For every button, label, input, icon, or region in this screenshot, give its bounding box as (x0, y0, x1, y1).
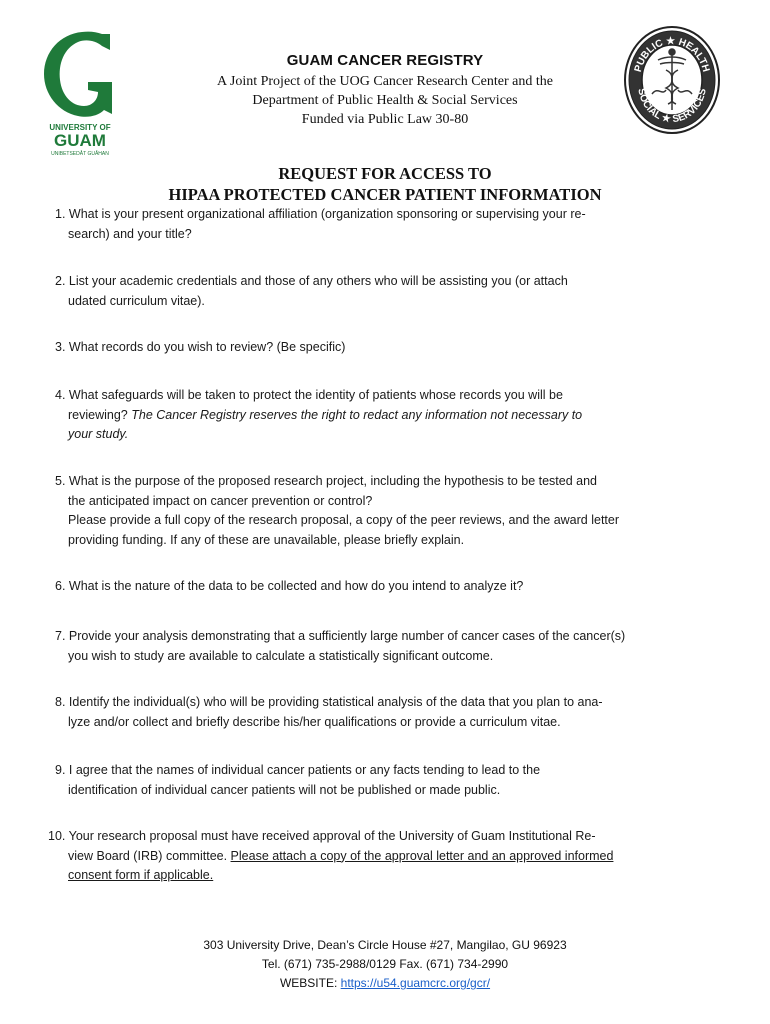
question-3 (55, 338, 685, 358)
question-6 (55, 577, 685, 597)
question-2-line-1: 2. List your academic credentials and those of any others who will be assisting you (or attach (55, 274, 568, 288)
question-9-line-1: 9. I agree that the names of individual cancer patients or any facts tending to lead to the (55, 763, 541, 777)
uog-g-wave (66, 74, 90, 78)
question-6-line-1: 6. What is the nature of the data to be collected and how do you intend to analyze it? (55, 579, 524, 593)
logo-text-university-of: UNIVERSITY OF (49, 123, 111, 132)
question-5-line-3: Please provide a full copy of the research proposal, a copy of the peer reviews, and the award letter (68, 513, 620, 527)
seal-text-top: PUBLIC ★ HEALTH (632, 35, 712, 74)
question-8-line-1: 8. Identify the individual(s) who will be providing statistical analysis of the data that you plan to ana- (55, 695, 603, 709)
question-2-line-2: udated curriculum vitae). (68, 293, 205, 308)
footer-website (100, 974, 670, 993)
seal-text-bottom: SOCIAL ★ SERVICES (635, 87, 709, 126)
website-link[interactable]: https://u54.guamcrc.org/gcr/ (340, 976, 491, 990)
footer-website-label: WEBSITE: (279, 976, 341, 990)
question-10-line-2-plain: view Board (IRB) committee. (68, 848, 231, 863)
header-line-3: Funded via Public Law 30-80 (301, 112, 469, 127)
question-10-line-3: consent form if applicable. (68, 868, 214, 882)
question-1-line-1: 1. What is your present organizational affiliation (organization sponsoring or supervising your re- (55, 207, 586, 221)
title-line-1: REQUEST FOR ACCESS TO (278, 164, 492, 183)
question-4-line-2-italic: The Cancer Registry reserves the right to redact any information not necessary to (131, 407, 583, 422)
question-7 (55, 627, 685, 666)
public-health-social-services-seal (622, 24, 722, 136)
footer-address: 303 University Drive, Dean’s Circle House #27, Mangilao, GU 96923 (203, 938, 567, 952)
question-10 (48, 827, 688, 886)
question-8 (55, 693, 685, 732)
question-5-line-4: providing funding. If any of these are unavailable, please briefly explain. (68, 532, 465, 547)
question-10-line-2 (48, 847, 688, 867)
header-block (150, 52, 620, 129)
question-7-line-2: you wish to study are available to calculate a statistically significant outcome. (68, 648, 494, 663)
question-2 (55, 272, 685, 311)
question-4-line-2 (55, 406, 685, 426)
title-line-2: HIPAA PROTECTED CANCER PATIENT INFORMATION (168, 185, 602, 204)
question-10-line-1: 10. Your research proposal must have received approval of the University of Guam Institutional Re- (48, 829, 596, 843)
footer (100, 936, 670, 993)
question-9-line-2: identification of individual cancer patients will not be published or made public. (68, 782, 501, 797)
org-name: GUAM CANCER REGISTRY (286, 52, 484, 69)
university-of-guam-logo (40, 30, 120, 160)
question-4-line-3: your study. (68, 427, 129, 441)
header-line-2: Department of Public Health & Social Services (252, 93, 518, 108)
question-8-line-2: lyze and/or collect and briefly describe his/her qualifications or provide a curriculum vitae. (68, 714, 561, 729)
question-3-line-1: 3. What records do you wish to review? (Be specific) (55, 340, 346, 354)
question-4-line-2-plain: reviewing? (68, 407, 132, 422)
question-10-line-2-underlined: Please attach a copy of the approval letter and an approved informed (230, 848, 614, 863)
document-title (60, 163, 710, 205)
question-9 (55, 761, 685, 800)
question-1-line-2: search) and your title? (68, 226, 192, 241)
question-1 (55, 205, 685, 244)
question-5-line-2: the anticipated impact on cancer prevention or control? (68, 493, 373, 508)
question-5 (55, 472, 685, 550)
question-5-line-1: 5. What is the purpose of the proposed research project, including the hypothesis to be tested and (55, 474, 598, 488)
question-4-line-1: 4. What safeguards will be taken to protect the identity of patients whose records you will be (55, 388, 563, 402)
header-line-1: A Joint Project of the UOG Cancer Research Center and the (217, 74, 553, 89)
footer-phone: Tel. (671) 735-2988/0129 Fax. (671) 734-2990 (261, 957, 509, 971)
logo-text-guam: GUAM (54, 131, 106, 150)
question-4 (55, 386, 685, 445)
logo-text-unibetsedat: UNIBETSEDÅT GUÅHAN (51, 151, 109, 157)
question-7-line-1: 7. Provide your analysis demonstrating that a sufficiently large number of cancer cases of the cancer(s) (55, 629, 626, 643)
